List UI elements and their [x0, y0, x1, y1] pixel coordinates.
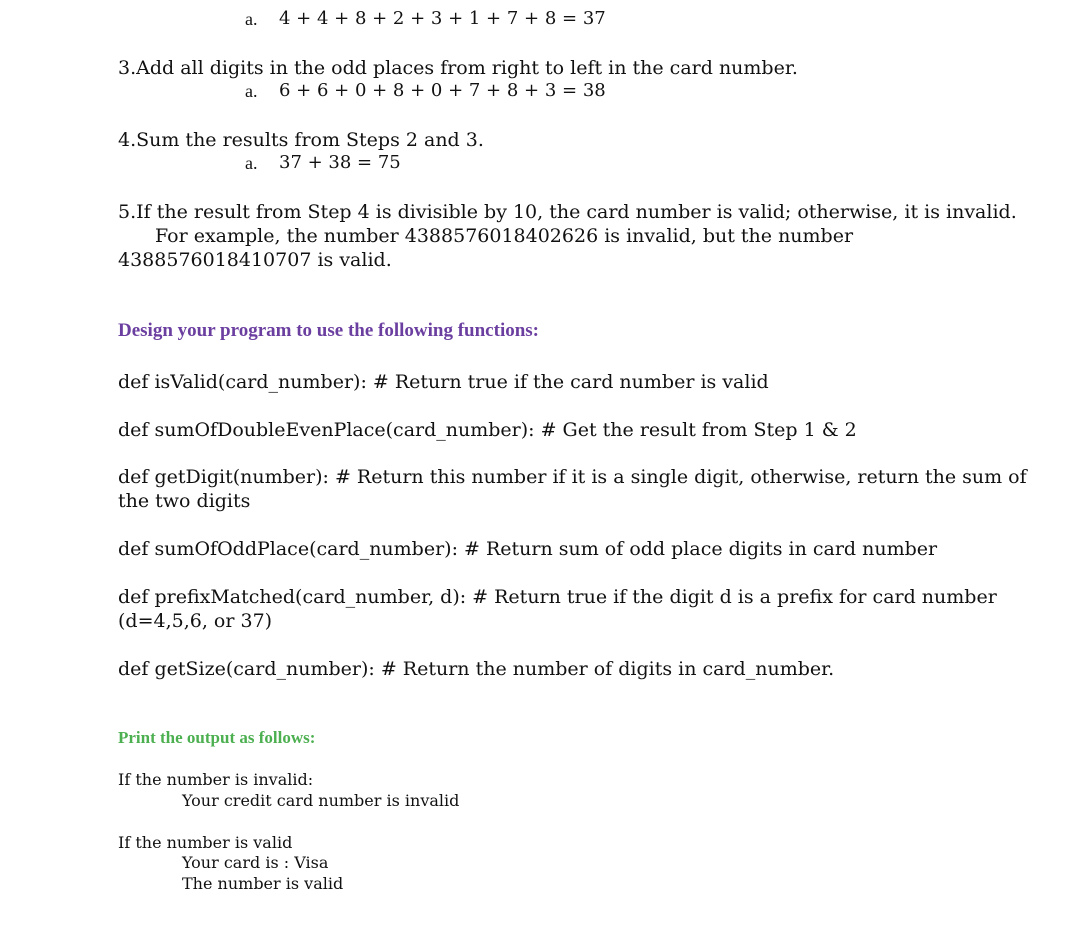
- function-prefixmatched-continued: (d=4,5,6, or 37): [118, 610, 273, 632]
- step5-line1: 5.If the result from Step 4 is divisible by 10, the card number is valid; otherwise, it is invalid.: [118, 201, 1017, 223]
- step3-expression: 6 + 6 + 0 + 8 + 0 + 7 + 8 + 3 = 38: [279, 80, 606, 101]
- invalid-output-line: Your credit card number is invalid: [182, 791, 460, 810]
- function-prefixmatched: def prefixMatched(card_number, d): # Return true if the digit d is a prefix for card number: [118, 586, 997, 608]
- step2-sub-label: a.: [245, 9, 258, 29]
- valid-output-line2: The number is valid: [182, 874, 344, 893]
- valid-label: If the number is valid: [118, 833, 293, 852]
- invalid-label: If the number is invalid:: [118, 770, 314, 789]
- function-sumofoddplace: def sumOfOddPlace(card_number): # Return sum of odd place digits in card number: [118, 538, 938, 560]
- step4-expression: 37 + 38 = 75: [279, 152, 401, 173]
- function-getsize: def getSize(card_number): # Return the number of digits in card_number.: [118, 658, 835, 680]
- step3-text: 3.Add all digits in the odd places from right to left in the card number.: [118, 57, 798, 79]
- step5-line2: For example, the number 4388576018402626 is invalid, but the number: [155, 225, 854, 247]
- step4-text: 4.Sum the results from Steps 2 and 3.: [118, 129, 484, 151]
- design-heading: Design your program to use the following functions:: [118, 320, 540, 341]
- function-sumofdoubleevenplace: def sumOfDoubleEvenPlace(card_number): # Get the result from Step 1 & 2: [118, 419, 857, 441]
- function-getdigit-continued: the two digits: [118, 490, 251, 512]
- step2-expression: 4 + 4 + 8 + 2 + 3 + 1 + 7 + 8 = 37: [279, 8, 606, 29]
- function-getdigit: def getDigit(number): # Return this number if it is a single digit, otherwise, return the sum of: [118, 466, 1027, 488]
- output-heading: Print the output as follows:: [118, 728, 316, 747]
- step5-line3: 4388576018410707 is valid.: [118, 249, 392, 271]
- valid-output-line1: Your card is : Visa: [182, 853, 329, 872]
- function-isvalid: def isValid(card_number): # Return true if the card number is valid: [118, 371, 769, 393]
- step3-sub-label: a.: [245, 81, 258, 101]
- step4-sub-label: a.: [245, 153, 258, 173]
